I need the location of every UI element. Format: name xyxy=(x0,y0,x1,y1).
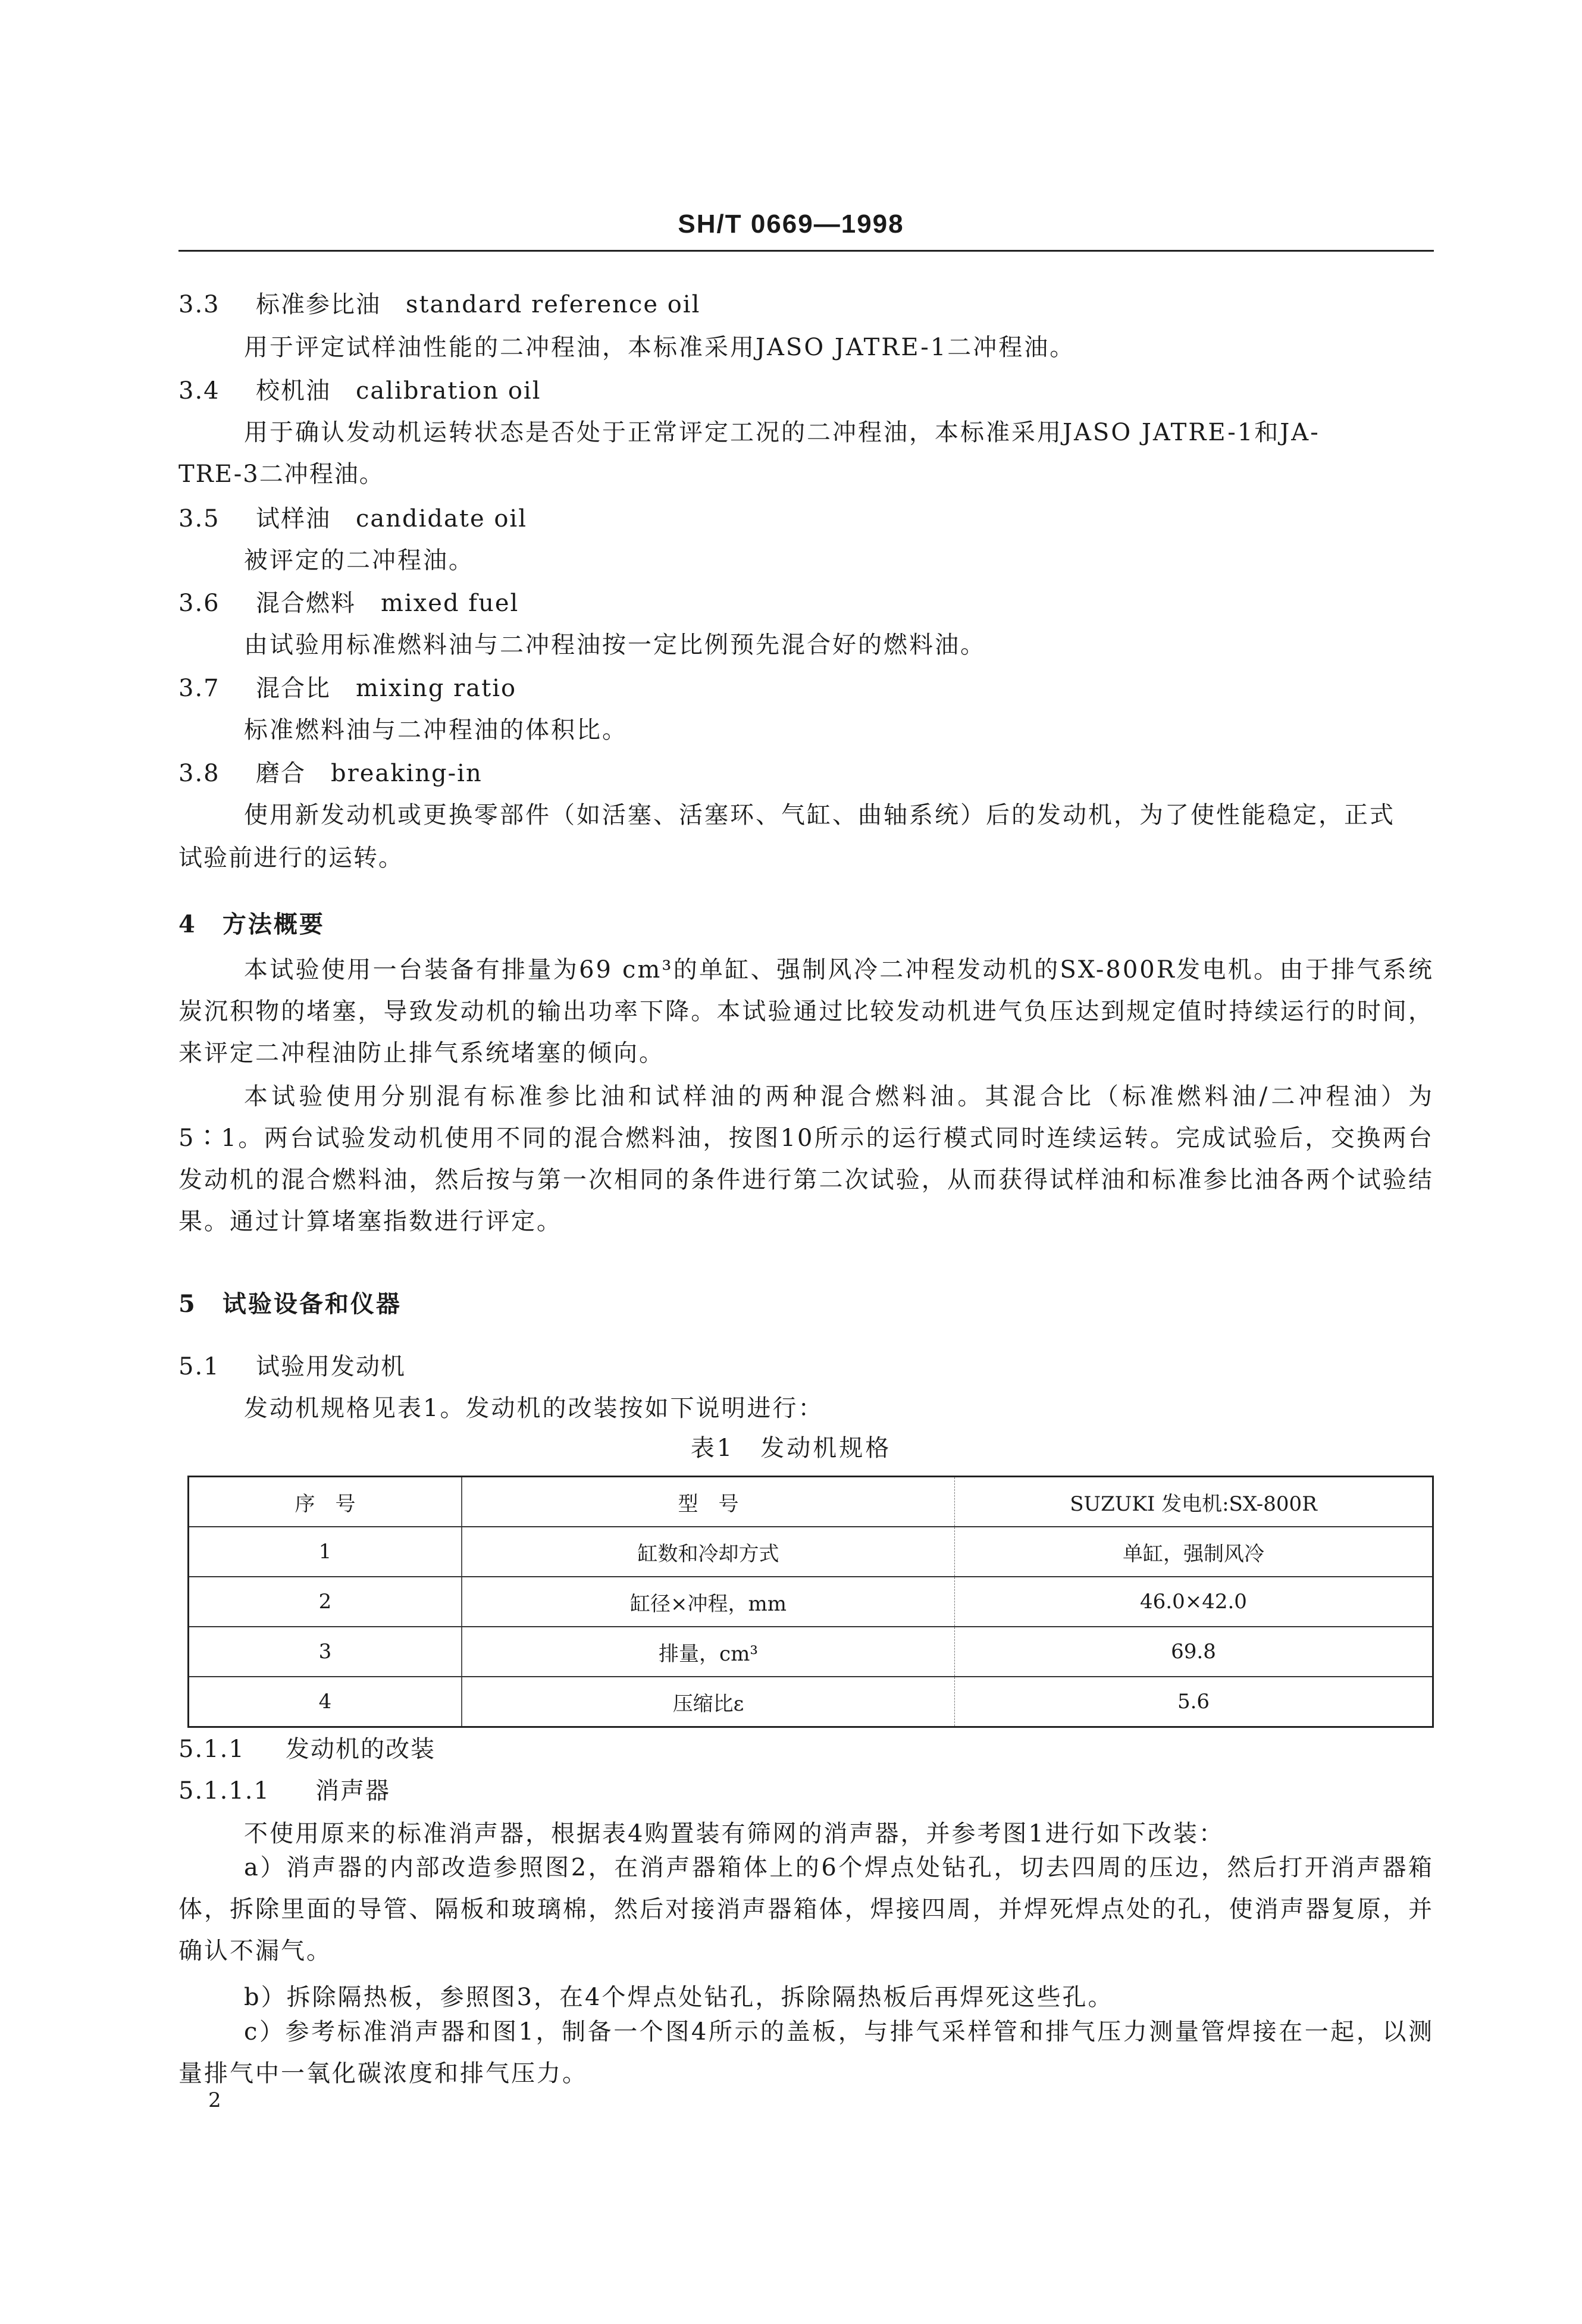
def-num: 3.6 xyxy=(178,590,220,617)
table-row xyxy=(189,1577,1433,1627)
def-term: 标准参比油 xyxy=(256,291,381,318)
table-header-row xyxy=(189,1477,1433,1527)
def-term: 试样油 xyxy=(256,505,331,533)
page-header: SH/T 0669—1998 xyxy=(678,209,904,239)
def-3-3 xyxy=(178,286,700,320)
def-desc: 用于确认发动机运转状态是否处于正常评定工况的二冲程油，本标准采用JASO JATRE-1和JA- xyxy=(244,419,1320,446)
section-5-1-1-1 xyxy=(178,1772,390,1806)
def-desc: 标准燃料油与二冲程油的体积比。 xyxy=(244,716,628,744)
def-en: standard reference oil xyxy=(406,291,701,318)
table-caption: 表1 发动机规格 xyxy=(690,1435,892,1462)
def-3-7 xyxy=(178,669,516,703)
page-number: 2 xyxy=(208,2088,221,2112)
def-num: 3.7 xyxy=(178,675,220,702)
table-cell: 排量，cm³ xyxy=(462,1627,955,1677)
def-term: 混合比 xyxy=(256,675,331,702)
section-5-1-1 xyxy=(178,1730,436,1764)
section-4-title: 4 方法概要 xyxy=(178,910,325,938)
section-num: 5.1 xyxy=(178,1353,220,1380)
table-row xyxy=(189,1527,1433,1577)
def-desc: 被评定的二冲程油。 xyxy=(244,547,474,574)
engine-spec-table xyxy=(187,1476,1434,1728)
section-5-title: 5 试验设备和仪器 xyxy=(178,1290,402,1318)
table-header-cell: 序 号 xyxy=(189,1477,462,1527)
def-3-6 xyxy=(178,584,519,618)
def-desc-cont: TRE-3二冲程油。 xyxy=(178,461,384,488)
def-desc-cont: 试验前进行的运转。 xyxy=(178,844,403,872)
muffler-step-b: b）拆除隔热板，参照图3，在4个焊点处钻孔，拆除隔热板后再焊死这些孔。 xyxy=(244,1984,1114,2011)
def-en: breaking-in xyxy=(331,760,483,787)
table-row xyxy=(189,1677,1433,1727)
def-num: 3.5 xyxy=(178,505,220,533)
def-term: 校机油 xyxy=(256,377,331,405)
def-en: mixing ratio xyxy=(356,675,517,702)
table-header-cell: SUZUKI 发电机:SX-800R xyxy=(955,1477,1433,1527)
table-cell: 2 xyxy=(189,1577,462,1627)
muffler-step-c: c）参考标准消声器和图1，制备一个图4所示的盖板，与排气采样管和排气压力测量管焊接在一起，以测量排气中一氧化碳浓度和排气压力。 xyxy=(178,2018,1434,2087)
table-cell: 5.6 xyxy=(955,1677,1433,1727)
table-row xyxy=(189,1627,1433,1677)
table-cell: 1 xyxy=(189,1527,462,1577)
section-4-para-2: 本试验使用分别混有标准参比油和试样油的两种混合燃料油。其混合比（标准燃料油/二冲程油）为5∶1。两台试验发动机使用不同的混合燃料油，按图10所示的运行模式同时连续运转。完成试验后，交换两台发动机的混合燃料油，然后按与第一次相同的条件进行第二次试验，从而获得试样油和标准参比油各两个试验结果。通过计算堵塞指数进行评定。 xyxy=(178,1083,1434,1235)
def-en: calibration oil xyxy=(356,377,541,405)
section-4-para-1: 本试验使用一台装备有排量为69 cm³的单缸、强制风冷二冲程发动机的SX-800R发电机。由于排气系统炭沉积物的堵塞，导致发动机的输出功率下降。本试验通过比较发动机进气负压达到规定值时持续运行的时间，来评定二冲程油防止排气系统堵塞的倾向。 xyxy=(178,956,1434,1067)
section-title: 试验用发动机 xyxy=(256,1353,406,1380)
def-term: 磨合 xyxy=(256,760,306,787)
def-en: candidate oil xyxy=(356,505,527,533)
section-5-1 xyxy=(178,1348,406,1382)
table-cell: 缸径×冲程，mm xyxy=(462,1577,955,1627)
table-cell: 69.8 xyxy=(955,1627,1433,1677)
table-cell: 单缸，强制风冷 xyxy=(955,1527,1433,1577)
def-term: 混合燃料 xyxy=(256,590,356,617)
muffler-step-a: a）消声器的内部改造参照图2，在消声器箱体上的6个焊点处钻孔，切去四周的压边，然后打开消声器箱体，拆除里面的导管、隔板和玻璃棉，然后对接消声器箱体，焊接四周，并焊死焊点处的孔，使消声器复原，并确认不漏气。 xyxy=(178,1854,1434,1965)
section-title: 消声器 xyxy=(315,1777,390,1805)
table-cell: 46.0×42.0 xyxy=(955,1577,1433,1627)
section-num: 5.1.1 xyxy=(178,1736,245,1763)
def-3-5 xyxy=(178,500,527,534)
def-num: 3.8 xyxy=(178,760,220,787)
def-desc: 使用新发动机或更换零部件（如活塞、活塞环、气缸、曲轴系统）后的发动机，为了使性能稳定，正式 xyxy=(244,801,1395,829)
section-title: 发动机的改装 xyxy=(286,1736,436,1763)
section-num: 5.1.1.1 xyxy=(178,1777,270,1805)
section-5-1-text: 发动机规格见表1。发动机的改装按如下说明进行： xyxy=(244,1395,824,1422)
table-cell: 3 xyxy=(189,1627,462,1677)
def-3-4 xyxy=(178,372,541,406)
header-rule xyxy=(178,250,1434,252)
table-cell: 压缩比ε xyxy=(462,1677,955,1727)
def-num: 3.4 xyxy=(178,377,220,405)
table-header-cell: 型 号 xyxy=(462,1477,955,1527)
table-cell: 4 xyxy=(189,1677,462,1727)
def-3-8 xyxy=(178,754,483,788)
def-en: mixed fuel xyxy=(381,590,519,617)
muffler-intro: 不使用原来的标准消声器，根据表4购置装有筛网的消声器，并参考图1进行如下改装： xyxy=(244,1820,1224,1847)
table-cell: 缸数和冷却方式 xyxy=(462,1527,955,1577)
def-desc: 由试验用标准燃料油与二冲程油按一定比例预先混合好的燃料油。 xyxy=(244,631,986,659)
def-desc: 用于评定试样油性能的二冲程油，本标准采用JASO JATRE-1二冲程油。 xyxy=(244,334,1076,361)
def-num: 3.3 xyxy=(178,291,220,318)
